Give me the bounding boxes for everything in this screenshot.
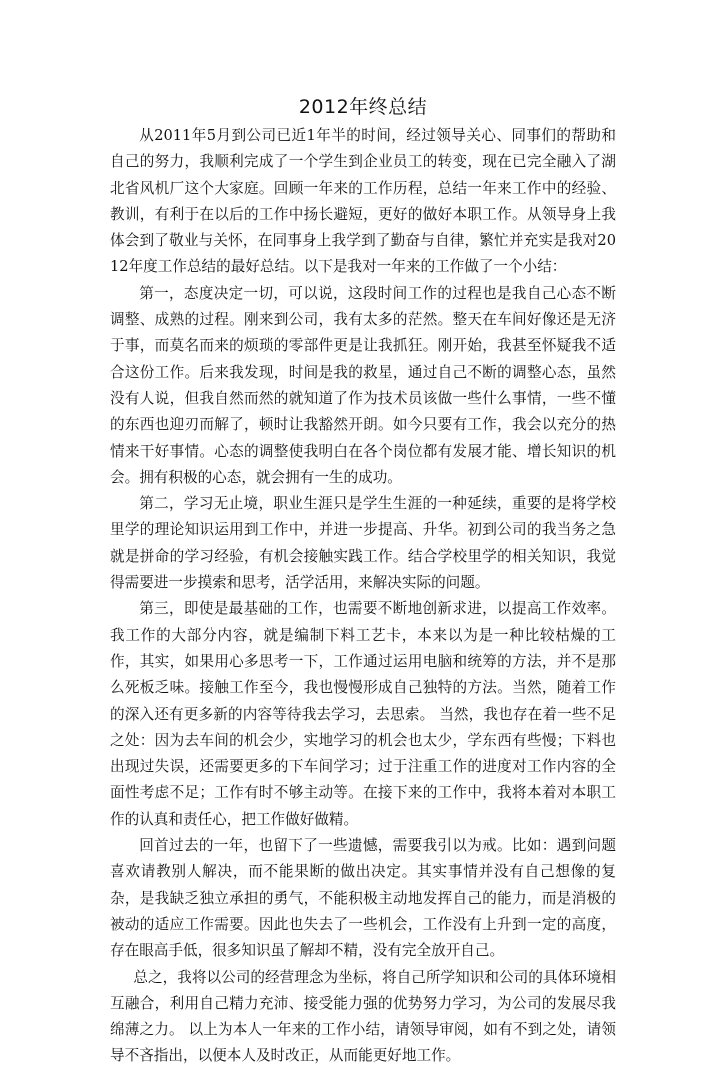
document-title: 2012年终总结: [298, 96, 428, 118]
paragraph-intro: 从2011年5月到公司已近1年半的时间，经过领导关心、同事们的帮助和自己的努力，我顺利完成了一个学生到企业员工的转变，现在已完全融入了湖北省风机厂这个大家庭。回顾一年来的工作历程，总结一年来工作中的经验、教训，有利于在以后的工作中扬长避短，更好的做好本职工作。从领导身上我体会到了敬业与关怀，在同事身上我学到了勤奋与自律，繁忙并充实是我对2012年度工作总结的最好总结。以下是我对一年来的工作做了一个小结：: [110, 127, 616, 276]
paragraph-learning: 第二，学习无止境，职业生涯只是学生生涯的一种延续，重要的是将学校里学的理论知识运用到工作中，并进一步提高、升华。初到公司的我当务之急就是拼命的学习经验，有机会接触实践工作。结合学校里学的相关知识，我觉得需要进一步摸索和思考，活学活用，来解决实际的问题。: [110, 495, 616, 592]
paragraph-attitude: 第一，态度决定一切，可以说，这段时间工作的过程也是我自己心态不断调整、成熟的过程。刚来到公司，我有太多的茫然。整天在车间好像还是无济于事，而莫名而来的烦琐的零部件更是让我抓狂。刚开始，我甚至怀疑我不适合这份工作。后来我发现，时间是我的救星，通过自己不断的调整心态，虽然没有人说，但我自然而然的就知道了作为技术员该做一些什么事情，一些不懂的东西也迎刃而解了，顿时让我豁然开朗。如今只要有工作，我会以充分的热情来干好事情。心态的调整使我明白在各个岗位都有发展才能、增长知识的机会。拥有积极的心态，就会拥有一生的成功。: [110, 284, 616, 486]
paragraph-innovation: 第三，即使是最基础的工作，也需要不断地创新求进，以提高工作效率。我工作的大部分内容，就是编制下料工艺卡，本来以为是一种比较枯燥的工作，其实，如果用心多思考一下，工作通过运用电脑和统筹的方法，并不是那么死板乏味。接触工作至今，我也慢慢形成自己独特的方法。当然，随着工作的深入还有更多新的内容等待我去学习，去思索。 当然，我也存在着一些不足之处：因为去车间的机会少，实地学习的机会也太少，学东西有些慢；下料也出现过失误，还需要更多的下车间学习；过于注重工作的进度对工作内容的全面性考虑不足；工作有时不够主动等。在接下来的工作中，我将本着对本职工作的认真和责任心，把工作做好做精。: [110, 600, 616, 828]
document-page: [110, 92, 616, 1070]
paragraph-conclusion: 总之，我将以公司的经营理念为坐标，将自己所学知识和公司的具体环境相互融合，利用自己精力充沛、接受能力强的优势努力学习，为公司的发展尽我绵薄之力。 以上为本人一年来的工作小结，请领导审阅，如有不到之处，请领导不吝指出，以便本人及时改正，从而能更好地工作。: [110, 968, 616, 1065]
paragraph-reflection: 回首过去的一年，也留下了一些遗憾，需要我引以为戒。比如：遇到问题喜欢请教别人解决，而不能果断的做出决定。其实事情并没有自己想像的复杂，是我缺乏独立承担的勇气，不能积极主动地发挥自己的能力，而是消极的被动的适应工作需要。因此也失去了一些机会，工作没有上升到一定的高度，存在眼高手低，很多知识虽了解却不精，没有完全放开自己。: [110, 837, 616, 960]
